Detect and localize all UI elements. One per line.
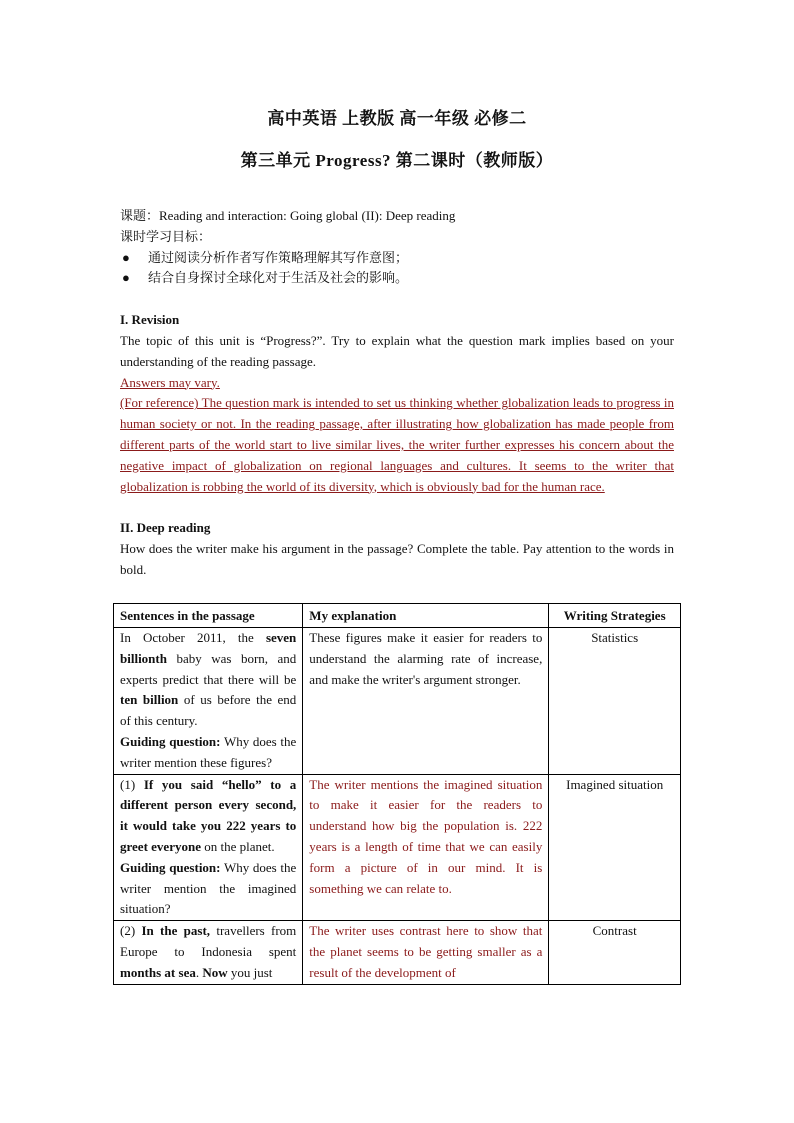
strategy-cell: Imagined situation	[549, 774, 681, 921]
header-explanation: My explanation	[303, 604, 549, 628]
deep-reading-prompt: How does the writer make his argument in the passage? Complete the table. Pay attention to the words in bold.	[120, 541, 674, 577]
bullet-icon: ●	[122, 270, 130, 286]
strategy-cell: Statistics	[549, 628, 681, 775]
strategy-cell: Contrast	[549, 921, 681, 984]
bullet-icon: ●	[122, 249, 130, 265]
lesson-topic: 课题：Reading and interaction: Going global (II): Deep reading	[120, 208, 456, 223]
sentence-text: (2)	[120, 923, 142, 939]
bold-phrase: ten billion	[120, 692, 179, 708]
reference-answer: (For reference) The question mark is intended to set us thinking whether globalization leads to progress in human society or not. In the reading passage, after illustrating how globalization has made people from different parts of the world start to live similar lives, the writer further expresses his concern about the negative impact of globalization on regional languages and cultures. It seems to the writer that globalization is robbing the world of its diversity, which is obviously bad for the human race.	[120, 395, 674, 494]
document-subtitle: 第三单元 Progress? 第二课时（教师版）	[240, 151, 554, 170]
sentence-cell	[114, 774, 303, 921]
answer-note: Answers may vary.	[120, 374, 220, 390]
sentence-text: In October 2011, the	[120, 630, 266, 645]
bold-phrase: months at sea	[120, 964, 196, 980]
objective-text: 结合自身探讨全球化对于生活及社会的影响。	[148, 270, 409, 286]
guiding-question: Why does the writer mention these figures?	[120, 733, 297, 770]
strategy-table	[113, 603, 681, 985]
explanation-cell: The writer uses contrast here to show that the planet seems to be getting smaller as a result of the development of	[303, 921, 549, 984]
guiding-question-label: Guiding question:	[120, 859, 221, 875]
table-row	[114, 774, 681, 921]
objective-item	[120, 268, 674, 289]
explanation-cell: The writer mentions the imagined situation to make it easier for the readers to understand how big the population is. 222 years is a length of time that we can easily form a picture of in our mind. It is something we can relate to.	[303, 774, 549, 921]
section-heading-deep-reading: II. Deep reading	[120, 520, 211, 536]
guiding-question-label: Guiding question:	[120, 733, 221, 749]
section-heading-revision: I. Revision	[120, 312, 180, 328]
table-row	[114, 921, 681, 984]
document-body	[120, 206, 674, 581]
objective-item	[120, 248, 674, 269]
sentence-cell	[114, 628, 303, 775]
explanation-cell: These figures make it easier for readers to understand the alarming rate of increase, and make the writer's argument stronger.	[303, 628, 549, 775]
header-strategies: Writing Strategies	[549, 604, 681, 628]
sentence-text: on the planet.	[200, 838, 275, 854]
bold-phrase: If you said “hello” to a different person every second, it would take you 222 years to greet everyone	[120, 776, 297, 854]
sentence-text: you just	[227, 964, 273, 980]
page-bottom-margin	[0, 1022, 794, 1123]
table-header-row	[114, 604, 681, 628]
sentence-text: (1)	[120, 776, 144, 792]
objective-text: 通过阅读分析作者写作策略理解其写作意图；	[148, 249, 409, 265]
sentence-text: of us before the end of this century.	[120, 692, 297, 729]
revision-prompt: The topic of this unit is “Progress?”. Try to explain what the question mark implies based on your understanding of the reading passage.	[120, 332, 674, 369]
guiding-question: Why does the writer mention the imagined situation?	[120, 859, 297, 917]
objectives-label: 课时学习目标：	[120, 228, 212, 244]
table-row	[114, 628, 681, 775]
bold-phrase: In the past,	[141, 923, 211, 939]
sentence-text: .	[195, 964, 203, 980]
bold-phrase: seven billionth	[120, 630, 297, 666]
header-sentences: Sentences in the passage	[114, 604, 303, 628]
document-title: 高中英语 上教版 高一年级 必修二	[267, 109, 527, 128]
sentence-cell	[114, 921, 303, 984]
bold-phrase: Now	[202, 964, 228, 980]
sentence-text: baby was born, and experts predict that there will be	[120, 650, 297, 687]
sentence-text: travellers from Europe to Indonesia spent	[120, 923, 297, 959]
